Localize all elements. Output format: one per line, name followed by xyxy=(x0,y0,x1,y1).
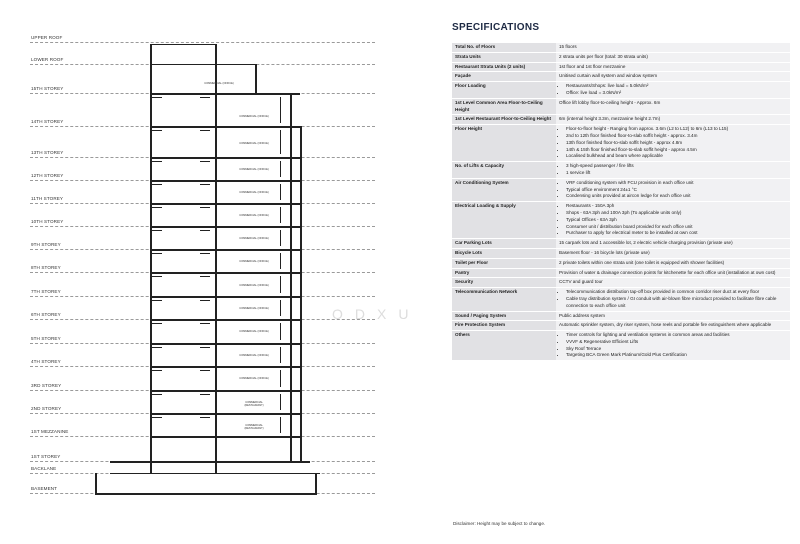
spec-value: 2 strata units per floor (total: 30 strata units) xyxy=(556,53,790,62)
basement-wall xyxy=(95,473,97,495)
level-label: LOWER ROOF xyxy=(31,57,64,62)
spec-value xyxy=(556,202,790,238)
curtain-mullion xyxy=(280,184,281,200)
spec-value: 15 carpark lots and 1 accessible lot, 2 electric vehicle charging provision (private use) xyxy=(556,239,790,248)
spec-label: Security xyxy=(452,278,556,287)
spec-row xyxy=(452,202,790,238)
window-sill xyxy=(200,323,210,324)
spec-value-item: • VVVF & Regenerative Efficient Lifts xyxy=(566,339,787,346)
curtain-mullion xyxy=(280,417,281,433)
curtain-mullion xyxy=(280,207,281,223)
room-tag: COMMERCIAL (RESTAURANT) xyxy=(244,424,264,430)
level-label: 7TH STOREY xyxy=(31,289,61,294)
spec-value-item: • 2nd to 12th floor finished floor-to-slab soffit height - approx. 3.4m xyxy=(566,133,787,140)
room-tag: COMMERCIAL (OFFICE) xyxy=(239,237,269,240)
spec-value: Office lift lobby floor-to-ceiling height - Approx. 6m xyxy=(556,99,790,115)
spec-row xyxy=(452,72,790,81)
curtain-mullion xyxy=(280,130,281,154)
level-label: UPPER ROOF xyxy=(31,35,63,40)
spec-value-list xyxy=(559,289,787,309)
room-tag: COMMERCIAL (OFFICE) xyxy=(204,82,234,85)
floor-slab xyxy=(150,157,300,159)
window-sill xyxy=(152,230,162,231)
spec-value-item: • Telecommunication distribution tap-off box provided in common corridor riser duct at every floor xyxy=(566,289,787,296)
facade-wall xyxy=(300,126,302,463)
spec-row xyxy=(452,331,790,360)
spec-value: Provision of water & drainage connection points for kitchenette for each office unit (installation at own cost) xyxy=(556,269,790,278)
spec-value-list xyxy=(559,332,787,359)
level-label: 10TH STOREY xyxy=(31,219,64,224)
spec-value-item: • Sky Roof Terrace xyxy=(566,346,787,353)
specifications-panel xyxy=(452,0,790,544)
spec-row xyxy=(452,43,790,52)
floor-slab xyxy=(150,180,300,182)
spec-value-item: • Typical Offices - 63A 3ph xyxy=(566,217,787,224)
spec-label: Air Conditioning System xyxy=(452,179,556,201)
spec-value: 1st floor and 1st floor mezzanine xyxy=(556,63,790,72)
window-sill xyxy=(200,417,210,418)
spec-label: Pantry xyxy=(452,269,556,278)
window-sill xyxy=(200,130,210,131)
spec-label: Sound / Paging System xyxy=(452,312,556,321)
level-label: 15TH STOREY xyxy=(31,86,64,91)
window-sill xyxy=(200,276,210,277)
window-sill xyxy=(200,97,210,98)
spec-row xyxy=(452,278,790,287)
floor-slab xyxy=(150,126,300,128)
room-tag: COMMERCIAL (OFFICE) xyxy=(239,354,269,357)
spec-value: Automatic sprinkler system, dry riser system, hose reels and portable fire extinguishers where applicable xyxy=(556,321,790,330)
curtain-mullion xyxy=(280,323,281,340)
window-sill xyxy=(200,300,210,301)
spec-row xyxy=(452,288,790,310)
spec-value-item: • 13th floor finished floor-to-slab soffit height - approx 4.8m xyxy=(566,140,787,147)
roof-line xyxy=(150,44,216,45)
spec-label: Electrical Loading & Supply xyxy=(452,202,556,238)
specifications-title: SPECIFICATIONS xyxy=(452,22,540,33)
disclaimer-note: Disclaimer: Height may be subject to change. xyxy=(453,521,546,526)
floor-slab xyxy=(110,461,310,463)
window-sill xyxy=(200,253,210,254)
floor-slab xyxy=(150,319,300,321)
window-sill xyxy=(152,394,162,395)
spec-row xyxy=(452,269,790,278)
curtain-mullion xyxy=(280,276,281,293)
window-sill xyxy=(152,347,162,348)
spec-value-list xyxy=(559,126,787,160)
spec-value-list xyxy=(559,83,787,97)
spec-value-item: • 1 service lift xyxy=(566,170,787,177)
spec-value-item: • Timer controls for lighting and ventilation systems in common areas and facilities xyxy=(566,332,787,339)
spec-label: Fire Protection System xyxy=(452,321,556,330)
spec-value-item: • Condensing units provided at aircon ledge for each office unit xyxy=(566,193,787,200)
spec-label: 1st Level Common Area Floor-to-Ceiling Height xyxy=(452,99,556,115)
spec-value: Unitised curtain wall system and window system xyxy=(556,72,790,81)
curtain-mullion xyxy=(280,300,281,316)
level-label: BACKLANE xyxy=(31,466,57,471)
spec-value: Public address system xyxy=(556,312,790,321)
level-label: 11TH STOREY xyxy=(31,196,64,201)
window-sill xyxy=(152,253,162,254)
core-wall xyxy=(150,44,152,474)
spec-value-item: • Restaurants/Shops: live load = 5.0kN/m² xyxy=(566,83,787,90)
spec-value: CCTV and guard tour xyxy=(556,278,790,287)
curtain-mullion xyxy=(280,253,281,269)
floor-slab xyxy=(110,473,320,474)
room-tag: COMMERCIAL (OFFICE) xyxy=(239,115,269,118)
watermark: ODXU xyxy=(332,306,421,322)
floor-slab xyxy=(150,390,300,392)
window-sill xyxy=(200,184,210,185)
window-sill xyxy=(200,207,210,208)
room-tag: COMMERCIAL (OFFICE) xyxy=(239,330,269,333)
room-tag: COMMERCIAL (OFFICE) xyxy=(239,260,269,263)
window-sill xyxy=(200,394,210,395)
spec-value-item: • Targeting BCA Green Mark Platinum/Gold Plus Certification xyxy=(566,352,787,359)
level-label: 6TH STOREY xyxy=(31,312,61,317)
spec-row xyxy=(452,53,790,62)
level-label: 2ND STOREY xyxy=(31,406,62,411)
level-label: 1ST STOREY xyxy=(31,454,61,459)
level-label: 5TH STOREY xyxy=(31,336,61,341)
spec-value xyxy=(556,179,790,201)
level-label: 3RD STOREY xyxy=(31,383,62,388)
floor-slab xyxy=(150,226,300,228)
curtain-mullion xyxy=(280,370,281,387)
window-sill xyxy=(152,323,162,324)
spec-label: Telecommunication Network xyxy=(452,288,556,310)
basement-wall xyxy=(315,473,317,495)
roof-line xyxy=(150,64,255,65)
spec-row xyxy=(452,99,790,115)
level-label: 9TH STOREY xyxy=(31,242,61,247)
level-label: 14TH STOREY xyxy=(31,119,64,124)
spec-row xyxy=(452,312,790,321)
spec-value-list xyxy=(559,180,787,200)
room-tag: COMMERCIAL (OFFICE) xyxy=(239,168,269,171)
spec-value-item: • Restaurants - 150A 3ph xyxy=(566,203,787,210)
window-sill xyxy=(152,300,162,301)
floor-slab xyxy=(150,272,300,274)
spec-value-item: • Consumer unit / distribution board provided for each office unit xyxy=(566,224,787,231)
window-sill xyxy=(200,161,210,162)
curtain-mullion xyxy=(280,161,281,177)
spec-value xyxy=(556,82,790,98)
window-sill xyxy=(152,207,162,208)
spec-value-list xyxy=(559,163,787,177)
room-tag: COMMERCIAL (OFFICE) xyxy=(239,377,269,380)
spec-value xyxy=(556,162,790,178)
floor-slab xyxy=(150,413,300,415)
spec-value-item: • Localised bulkhead and beam where applicable xyxy=(566,153,787,160)
level-label: 8TH STOREY xyxy=(31,265,61,270)
window-sill xyxy=(152,130,162,131)
facade-wall xyxy=(255,64,257,94)
spec-row xyxy=(452,249,790,258)
spec-row xyxy=(452,179,790,201)
curtain-mullion xyxy=(280,230,281,246)
window-sill xyxy=(152,370,162,371)
window-sill xyxy=(152,417,162,418)
spec-value xyxy=(556,331,790,360)
spec-row xyxy=(452,82,790,98)
level-label: 1ST MEZZANINE xyxy=(31,429,69,434)
room-tag: COMMERCIAL (OFFICE) xyxy=(239,142,269,145)
spec-row xyxy=(452,63,790,72)
spec-label: Floor Height xyxy=(452,125,556,161)
spec-label: Bicycle Lots xyxy=(452,249,556,258)
floor-slab xyxy=(150,296,300,298)
spec-label: Total No. of Floors xyxy=(452,43,556,52)
room-tag: COMMERCIAL (OFFICE) xyxy=(239,191,269,194)
level-label: 12TH STOREY xyxy=(31,173,64,178)
spec-value-item: • Shops - 63A 3ph and 100A 3ph (To applicable units only) xyxy=(566,210,787,217)
floor-slab xyxy=(150,366,300,368)
window-sill xyxy=(152,97,162,98)
spec-row xyxy=(452,162,790,178)
room-tag: COMMERCIAL (OFFICE) xyxy=(239,284,269,287)
spec-row xyxy=(452,115,790,124)
spec-value: 15 floors xyxy=(556,43,790,52)
spec-value-item: • 14th & 15th floor finished floor-to-slab soffit height - approx 4.5m xyxy=(566,147,787,154)
spec-label: Floor Loading xyxy=(452,82,556,98)
spec-value xyxy=(556,125,790,161)
spec-label: Others xyxy=(452,331,556,360)
spec-label: 1st Level Restaurant Floor-to-Ceiling Height xyxy=(452,115,556,124)
spec-value-item: • Typical office environment 24±1 °C xyxy=(566,187,787,194)
spec-row xyxy=(452,125,790,161)
level-label: 4TH STOREY xyxy=(31,359,61,364)
spec-label: Toilet per Floor xyxy=(452,259,556,268)
spec-value xyxy=(556,288,790,310)
floor-slab xyxy=(150,343,300,345)
room-tag: COMMERCIAL (OFFICE) xyxy=(239,307,269,310)
level-label: 13TH STOREY xyxy=(31,150,64,155)
spec-label: Restaurant Strata Units (2 units) xyxy=(452,63,556,72)
level-line xyxy=(30,42,375,43)
level-label: BASEMENT xyxy=(31,486,58,491)
spec-value-item: • Office: live load = 3.0kN/m² xyxy=(566,90,787,97)
floor-slab xyxy=(150,436,300,438)
spec-value-item: • Floor-to-floor height - Ranging from approx. 3.6m (L2 to L12) to 6m (L13 to L15) xyxy=(566,126,787,133)
spec-label: Façade xyxy=(452,72,556,81)
spec-value-list xyxy=(559,203,787,237)
floor-slab xyxy=(150,203,300,205)
window-sill xyxy=(200,347,210,348)
window-sill xyxy=(152,161,162,162)
window-sill xyxy=(200,370,210,371)
spec-value: 6m (internal height 3.3m, mezzanine height 2.7m) xyxy=(556,115,790,124)
room-tag: COMMERCIAL (RESTAURANT) xyxy=(244,401,264,407)
specifications-table xyxy=(452,42,790,361)
spec-label: Car Parking Lots xyxy=(452,239,556,248)
curtain-mullion xyxy=(280,394,281,410)
window-sill xyxy=(152,276,162,277)
floor-slab xyxy=(150,93,300,95)
spec-label: Strata Units xyxy=(452,53,556,62)
window-sill xyxy=(200,230,210,231)
basement-slab xyxy=(95,493,315,495)
spec-row xyxy=(452,259,790,268)
facade-wall xyxy=(290,93,292,463)
core-wall xyxy=(215,44,217,474)
curtain-mullion xyxy=(280,347,281,363)
curtain-mullion xyxy=(280,97,281,123)
window-sill xyxy=(152,184,162,185)
spec-value-item: • VRF conditioning system with FCU provision in each office unit xyxy=(566,180,787,187)
spec-value: Basement floor - 16 bicycle lots (private use) xyxy=(556,249,790,258)
spec-value-item: • 3 high-speed passenger / fire lifts xyxy=(566,163,787,170)
room-tag: COMMERCIAL (OFFICE) xyxy=(239,214,269,217)
floor-slab xyxy=(150,249,300,251)
spec-value-item: • Purchaser to apply for electrical meter to be installed at own cost xyxy=(566,230,787,237)
spec-value: 2 private toilets within one strata unit (one toilet is equipped with shower facilities) xyxy=(556,259,790,268)
spec-value-item: • Cable tray distribution system / GI conduit with air-blown fibre microduct provided to facilitate fibre cable connection to each office unit xyxy=(566,296,787,310)
spec-label: No. of Lifts & Capacity xyxy=(452,162,556,178)
spec-row xyxy=(452,321,790,330)
spec-row xyxy=(452,239,790,248)
